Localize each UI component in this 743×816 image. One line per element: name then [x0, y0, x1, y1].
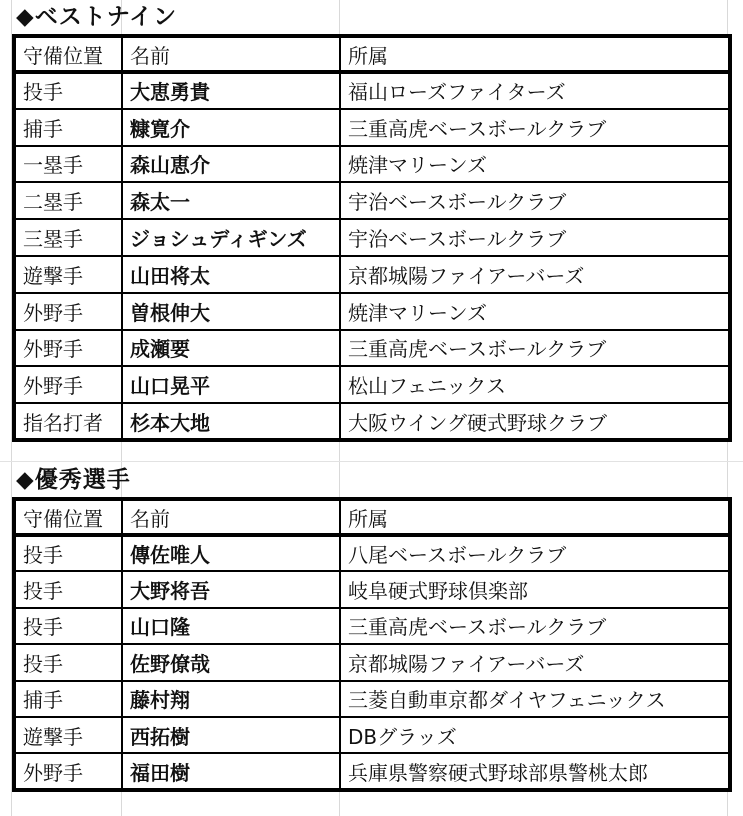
name-cell[interactable]: 西拓樹 [122, 717, 340, 753]
team-cell[interactable]: 京都城陽ファイアーバーズ [340, 644, 730, 680]
table-row [14, 535, 730, 571]
table-row [14, 717, 730, 753]
table-row [14, 182, 730, 219]
team-cell[interactable]: 京都城陽ファイアーバーズ [340, 256, 730, 293]
team-cell[interactable]: 福山ローズファイターズ [340, 72, 730, 109]
column-header-position: 守備位置 [14, 36, 122, 72]
team-cell[interactable]: 三重高虎ベースボールクラブ [340, 109, 730, 146]
team-cell[interactable]: DBグラッズ [340, 717, 730, 753]
team-cell[interactable]: 宇治ベースボールクラブ [340, 219, 730, 256]
table-row [14, 608, 730, 644]
team-cell[interactable]: 三重高虎ベースボールクラブ [340, 608, 730, 644]
team-cell[interactable]: 三菱自動車京都ダイヤフェニックス [340, 681, 730, 717]
name-cell[interactable]: 大恵勇貴 [122, 72, 340, 109]
table-row [14, 256, 730, 293]
position-cell[interactable]: 遊撃手 [14, 717, 122, 753]
name-cell[interactable]: 山口隆 [122, 608, 340, 644]
column-header-team: 所属 [340, 499, 730, 535]
sheet-gridline [0, 461, 743, 462]
position-cell[interactable]: 外野手 [14, 366, 122, 403]
column-header-position: 守備位置 [14, 499, 122, 535]
position-cell[interactable]: 外野手 [14, 293, 122, 330]
best-nine-title: ◆ベストナイン [16, 4, 178, 30]
position-cell[interactable]: 遊撃手 [14, 256, 122, 293]
team-cell[interactable]: 兵庫県警察硬式野球部県警桃太郎 [340, 753, 730, 789]
name-cell[interactable]: 山田将太 [122, 256, 340, 293]
table-row [14, 403, 730, 440]
column-header-name: 名前 [122, 499, 340, 535]
outstanding-players-table [12, 497, 732, 792]
team-cell[interactable]: 八尾ベースボールクラブ [340, 535, 730, 571]
name-cell[interactable]: 糠寛介 [122, 109, 340, 146]
position-cell[interactable]: 外野手 [14, 753, 122, 789]
position-cell[interactable]: 二塁手 [14, 182, 122, 219]
position-cell[interactable]: 投手 [14, 571, 122, 607]
table-row [14, 644, 730, 680]
table-row [14, 753, 730, 789]
position-cell[interactable]: 捕手 [14, 109, 122, 146]
column-header-team: 所属 [340, 36, 730, 72]
table-row [14, 330, 730, 367]
table-header-row [14, 36, 730, 72]
table-row [14, 681, 730, 717]
best-nine-table [12, 34, 732, 442]
position-cell[interactable]: 捕手 [14, 681, 122, 717]
table-row [14, 219, 730, 256]
table-row [14, 366, 730, 403]
team-cell[interactable]: 三重高虎ベースボールクラブ [340, 330, 730, 367]
table-row [14, 72, 730, 109]
team-cell[interactable]: 焼津マリーンズ [340, 293, 730, 330]
position-cell[interactable]: 投手 [14, 72, 122, 109]
outstanding-players-title: ◆優秀選手 [16, 467, 131, 493]
name-cell[interactable]: 森太一 [122, 182, 340, 219]
name-cell[interactable]: 福田樹 [122, 753, 340, 789]
position-cell[interactable]: 一塁手 [14, 146, 122, 183]
name-cell[interactable]: 傳佐唯人 [122, 535, 340, 571]
name-cell[interactable]: 山口晃平 [122, 366, 340, 403]
position-cell[interactable]: 外野手 [14, 330, 122, 367]
position-cell[interactable]: 投手 [14, 608, 122, 644]
team-cell[interactable]: 大阪ウイング硬式野球クラブ [340, 403, 730, 440]
position-cell[interactable]: 投手 [14, 535, 122, 571]
position-cell[interactable]: 指名打者 [14, 403, 122, 440]
name-cell[interactable]: 大野将吾 [122, 571, 340, 607]
name-cell[interactable]: ジョシュディギンズ [122, 219, 340, 256]
name-cell[interactable]: 曽根伸大 [122, 293, 340, 330]
team-cell[interactable]: 松山フェニックス [340, 366, 730, 403]
name-cell[interactable]: 森山恵介 [122, 146, 340, 183]
name-cell[interactable]: 杉本大地 [122, 403, 340, 440]
table-row [14, 571, 730, 607]
table-row [14, 146, 730, 183]
table-row [14, 109, 730, 146]
team-cell[interactable]: 焼津マリーンズ [340, 146, 730, 183]
table-row [14, 293, 730, 330]
team-cell[interactable]: 岐阜硬式野球倶楽部 [340, 571, 730, 607]
team-cell[interactable]: 宇治ベースボールクラブ [340, 182, 730, 219]
table-header-row [14, 499, 730, 535]
name-cell[interactable]: 藤村翔 [122, 681, 340, 717]
name-cell[interactable]: 佐野僚哉 [122, 644, 340, 680]
name-cell[interactable]: 成瀬要 [122, 330, 340, 367]
column-header-name: 名前 [122, 36, 340, 72]
position-cell[interactable]: 投手 [14, 644, 122, 680]
position-cell[interactable]: 三塁手 [14, 219, 122, 256]
